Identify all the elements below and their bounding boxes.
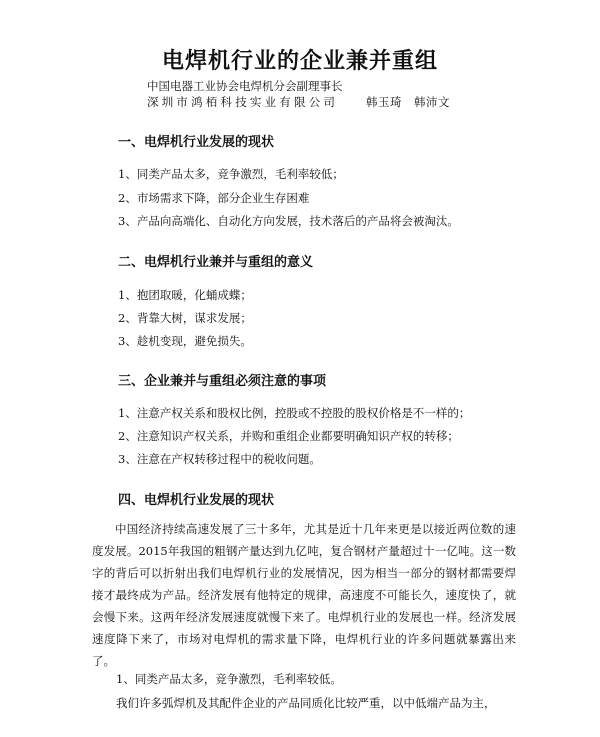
author-names: 韩玉琦 韩沛文 <box>366 95 450 109</box>
document-title: 电焊机行业的企业兼并重组 <box>161 49 438 74</box>
list-item: 2、市场需求下降，部分企业生存困难 <box>118 191 310 205</box>
list-item: 3、注意在产权转移过程中的税收问题。 <box>118 452 321 466</box>
section-heading-1: 一、电焊机行业发展的现状 <box>118 135 275 150</box>
section-heading-3: 三、企业兼并与重组必须注意的事项 <box>118 374 327 389</box>
section-heading-2: 二、电焊机行业兼并与重组的意义 <box>118 255 314 270</box>
sub-item: 1、同类产品太多，竞争激烈，毛利率较低。 <box>116 672 342 686</box>
list-item: 1、注意产权关系和股权比例，控股或不控股的股权价格是不一样的； <box>118 406 471 420</box>
list-item: 3、产品向高端化、自动化方向发展，技术落后的产品将会被淘汰。 <box>118 214 459 228</box>
affiliation-line-1: 中国电器工业协会电焊机分会副理事长 <box>147 79 343 93</box>
list-item: 2、背靠大树，谋求发展； <box>118 311 252 325</box>
affiliation-line-2: 深圳市鸿栢科技实业有限公司 <box>147 95 339 109</box>
list-item: 1、同类产品太多，竞争激烈，毛利率较低； <box>118 167 344 181</box>
list-item: 3、趁机变现，避免损失。 <box>118 334 252 348</box>
body-paragraph: 中国经济持续高速发展了三十多年，尤其是近十几年来更是以接近两位数的速度发展。2015年我国的粗钢产量达到九亿吨，复合钢材产量超过十一亿吨。这一数字的背后可以折射出我们电焊机行业的发展情况，因为相当一部分的钢材都需要焊接才最终成为产品。经济发展有他特定的规律，高速度不可能长久，速度快了，就会慢下来。这两年经济发展速度就慢下来了。电焊机行业的发展也一样。经济发展速度降下来了，市场对电焊机的需求量下降，电焊机行业的许多问题就暴露出来了。 <box>92 522 516 668</box>
author-affiliations <box>147 78 343 110</box>
body-paragraph-tail: 我们许多弧焊机及其配件企业的产品同质化比较严重，以中低端产品为主， <box>116 696 496 710</box>
list-item: 1、抱团取暖，化蛹成蝶； <box>118 288 252 302</box>
list-item: 2、注意知识产权关系，并购和重组企业都要明确知识产权的转移； <box>118 429 459 443</box>
section-heading-4: 四、电焊机行业发展的现状 <box>118 493 275 508</box>
